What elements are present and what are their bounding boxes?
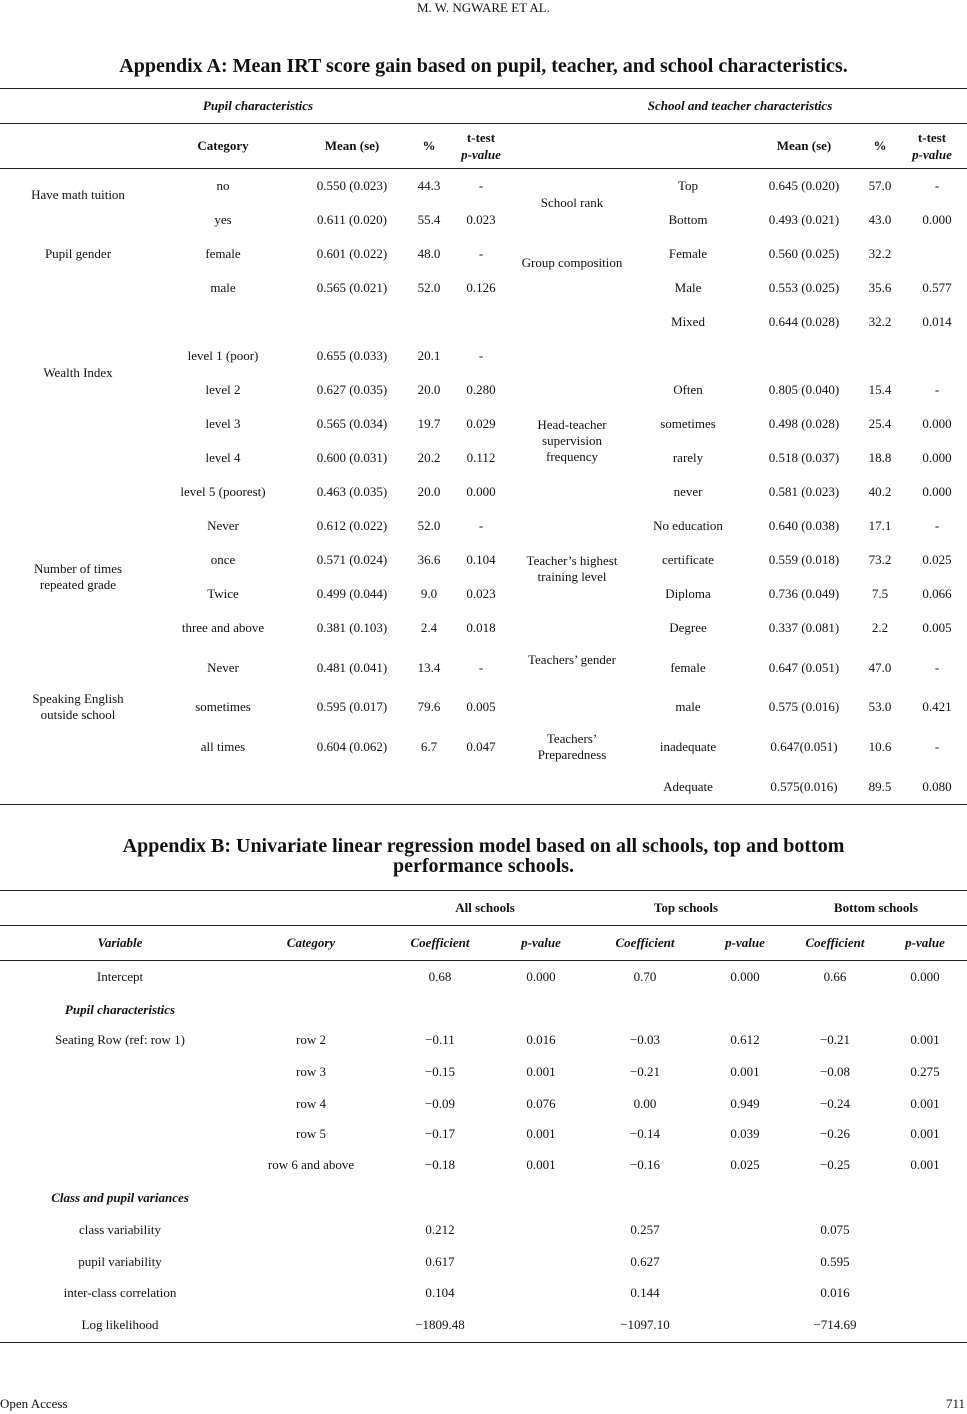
right-row-pvalue: 0.080 xyxy=(922,779,952,794)
right-row-category: male xyxy=(675,699,701,714)
right-row-percent: 17.1 xyxy=(868,518,892,533)
left-row-pvalue: 0.126 xyxy=(466,280,496,295)
row-value: 0.104 xyxy=(425,1285,455,1300)
row-category: row 4 xyxy=(296,1096,326,1111)
left-row-category: no xyxy=(216,178,230,193)
right-row-percent: 25.4 xyxy=(868,416,892,431)
right-group-label: Head-teacher supervision frequency xyxy=(537,417,607,464)
right-row-pvalue: - xyxy=(934,660,940,675)
col-ttest: t-test xyxy=(466,130,496,145)
right-row-mean: 0.553 (0.025) xyxy=(768,280,840,295)
row-variable: inter-class correlation xyxy=(63,1285,177,1300)
right-row-percent: 32.2 xyxy=(868,314,892,329)
appendix-a-bottom-rule xyxy=(0,804,967,805)
appendix-b-title: Appendix B: Univariate linear regression model based on all schools, top and bottom xyxy=(122,835,845,857)
right-row-pvalue: 0.421 xyxy=(922,699,952,714)
row-value: −0.03 xyxy=(629,1032,661,1047)
left-row-percent: 13.4 xyxy=(417,660,441,675)
row-value: 0.001 xyxy=(730,1064,760,1079)
appendix-b-header-rule xyxy=(0,960,967,961)
col-header: Coefficient xyxy=(615,935,675,950)
right-row-mean: 0.647 (0.051) xyxy=(768,660,840,675)
row-value: 0.001 xyxy=(910,1032,940,1047)
row-value: 0.275 xyxy=(910,1064,940,1079)
left-row-mean: 0.499 (0.044) xyxy=(316,586,388,601)
group-header: Bottom schools xyxy=(833,900,919,915)
left-row-category: once xyxy=(210,552,236,567)
left-row-mean: 0.381 (0.103) xyxy=(316,620,388,635)
row-category: row 5 xyxy=(296,1126,326,1141)
row-value: 0.66 xyxy=(823,969,847,984)
right-row-percent: 15.4 xyxy=(868,382,892,397)
left-row-percent: 52.0 xyxy=(417,280,441,295)
left-row-percent: 19.7 xyxy=(417,416,441,431)
row-value: −0.09 xyxy=(424,1096,456,1111)
col-header: p-value xyxy=(521,935,561,950)
right-row-percent: 35.6 xyxy=(868,280,892,295)
row-value: 0.001 xyxy=(526,1126,556,1141)
right-row-percent: 7.5 xyxy=(871,586,889,601)
row-value: 0.949 xyxy=(730,1096,760,1111)
right-row-percent: 40.2 xyxy=(868,484,892,499)
col-percent: % xyxy=(422,138,436,153)
left-row-mean: 0.565 (0.021) xyxy=(316,280,388,295)
row-value: 0.627 xyxy=(630,1254,660,1269)
right-row-category: Often xyxy=(673,382,703,397)
row-variable: pupil variability xyxy=(78,1254,162,1269)
right-row-mean: 0.559 (0.018) xyxy=(768,552,840,567)
left-row-pvalue: - xyxy=(478,178,484,193)
row-value: 0.612 xyxy=(730,1032,760,1047)
left-row-mean: 0.481 (0.041) xyxy=(316,660,388,675)
left-row-mean: 0.604 (0.062) xyxy=(316,739,388,754)
left-row-pvalue: 0.023 xyxy=(466,212,496,227)
right-group-label: School rank xyxy=(540,195,604,210)
right-row-pvalue: 0.000 xyxy=(922,484,952,499)
row-value: 0.617 xyxy=(425,1254,455,1269)
group-header: All schools xyxy=(455,900,515,915)
left-row-category: Twice xyxy=(207,586,239,601)
row-category: row 3 xyxy=(296,1064,326,1079)
col-header: Variable xyxy=(97,935,143,950)
row-value: 0.075 xyxy=(820,1222,850,1237)
row-value: 0.000 xyxy=(730,969,760,984)
left-row-mean: 0.600 (0.031) xyxy=(316,450,388,465)
left-row-pvalue: 0.023 xyxy=(466,586,496,601)
left-row-mean: 0.655 (0.033) xyxy=(316,348,388,363)
right-row-percent: 73.2 xyxy=(868,552,892,567)
row-value: −714.69 xyxy=(813,1317,857,1332)
left-group-label: Pupil gender xyxy=(44,246,112,261)
row-value: 0.016 xyxy=(526,1032,556,1047)
row-value: 0.70 xyxy=(633,969,657,984)
left-row-percent: 20.0 xyxy=(417,382,441,397)
right-row-percent: 57.0 xyxy=(868,178,892,193)
row-value: −0.21 xyxy=(819,1032,851,1047)
row-value: 0.257 xyxy=(630,1222,660,1237)
left-row-percent: 79.6 xyxy=(417,699,441,714)
left-row-pvalue: 0.018 xyxy=(466,620,496,635)
right-row-mean: 0.805 (0.040) xyxy=(768,382,840,397)
right-row-pvalue: 0.000 xyxy=(922,416,952,431)
left-row-mean: 0.595 (0.017) xyxy=(316,699,388,714)
right-row-pvalue: 0.014 xyxy=(922,314,952,329)
appendix-b-top-rule xyxy=(0,890,967,891)
left-row-category: male xyxy=(210,280,236,295)
row-value: −0.25 xyxy=(819,1157,851,1172)
left-row-percent: 6.7 xyxy=(420,739,438,754)
right-row-percent: 32.2 xyxy=(868,246,892,261)
left-row-percent: 20.1 xyxy=(417,348,441,363)
left-row-pvalue: - xyxy=(478,246,484,261)
col-pvalue-right: p-value xyxy=(912,147,952,162)
right-row-mean: 0.518 (0.037) xyxy=(768,450,840,465)
group-header-school: School and teacher characteristics xyxy=(647,98,833,113)
right-row-category: Adequate xyxy=(663,779,713,794)
left-row-category: Never xyxy=(207,660,239,675)
left-row-category: level 2 xyxy=(205,382,241,397)
row-variable: Log likelihood xyxy=(81,1317,159,1332)
left-row-percent: 52.0 xyxy=(417,518,441,533)
right-row-category: rarely xyxy=(672,450,704,465)
left-row-category: level 4 xyxy=(205,450,241,465)
right-row-pvalue: 0.577 xyxy=(922,280,952,295)
right-row-mean: 0.493 (0.021) xyxy=(768,212,840,227)
row-variable: class variability xyxy=(79,1222,161,1237)
left-row-percent: 20.0 xyxy=(417,484,441,499)
left-row-category: female xyxy=(205,246,241,261)
left-row-pvalue: - xyxy=(478,348,484,363)
section-label: Class and pupil variances xyxy=(51,1190,189,1205)
col-pvalue: p-value xyxy=(461,147,501,162)
left-row-pvalue: 0.280 xyxy=(466,382,496,397)
appendix-a-header-rule xyxy=(0,168,967,169)
right-row-percent: 18.8 xyxy=(868,450,892,465)
row-value: −0.21 xyxy=(629,1064,661,1079)
col-mean-se-right: Mean (se) xyxy=(776,138,832,153)
row-value: 0.001 xyxy=(910,1157,940,1172)
right-row-mean: 0.645 (0.020) xyxy=(768,178,840,193)
right-row-percent: 53.0 xyxy=(868,699,892,714)
right-row-mean: 0.581 (0.023) xyxy=(768,484,840,499)
group-header: Top schools xyxy=(653,900,719,915)
right-row-percent: 2.2 xyxy=(871,620,889,635)
row-value: 0.001 xyxy=(910,1126,940,1141)
right-row-category: inadequate xyxy=(659,739,717,754)
left-group-label: Number of times repeated grade xyxy=(33,561,123,592)
right-row-category: Top xyxy=(677,178,699,193)
row-value: 0.025 xyxy=(730,1157,760,1172)
left-row-pvalue: 0.029 xyxy=(466,416,496,431)
row-value: 0.001 xyxy=(910,1096,940,1111)
col-header: p-value xyxy=(725,935,765,950)
right-row-category: never xyxy=(673,484,703,499)
right-group-label: Group composition xyxy=(521,255,623,270)
row-value: 0.00 xyxy=(633,1096,657,1111)
right-row-category: Female xyxy=(668,246,708,261)
appendix-a-group-rule xyxy=(0,123,967,124)
section-label: Pupil characteristics xyxy=(64,1002,176,1017)
left-row-pvalue: - xyxy=(478,518,484,533)
right-row-category: Degree xyxy=(669,620,707,635)
left-row-mean: 0.571 (0.024) xyxy=(316,552,388,567)
row-value: −0.24 xyxy=(819,1096,851,1111)
left-row-pvalue: 0.000 xyxy=(466,484,496,499)
appendix-b-title-cont: performance schools. xyxy=(392,855,575,877)
row-value: 0.595 xyxy=(820,1254,850,1269)
right-row-mean: 0.560 (0.025) xyxy=(768,246,840,261)
right-row-percent: 10.6 xyxy=(868,739,892,754)
row-value: −1809.48 xyxy=(415,1317,465,1332)
left-row-mean: 0.627 (0.035) xyxy=(316,382,388,397)
appendix-a-top-rule xyxy=(0,88,967,89)
left-row-mean: 0.611 (0.020) xyxy=(317,212,387,227)
left-row-percent: 2.4 xyxy=(420,620,438,635)
left-row-category: level 5 (poorest) xyxy=(180,484,266,499)
right-row-category: sometimes xyxy=(660,416,716,431)
left-row-percent: 36.6 xyxy=(417,552,441,567)
row-value: −0.17 xyxy=(424,1126,456,1141)
left-row-mean: 0.463 (0.035) xyxy=(316,484,388,499)
right-row-percent: 47.0 xyxy=(868,660,892,675)
row-value: −0.16 xyxy=(629,1157,661,1172)
col-header: Category xyxy=(286,935,336,950)
left-row-pvalue: 0.047 xyxy=(466,739,496,754)
left-row-percent: 48.0 xyxy=(417,246,441,261)
left-row-percent: 9.0 xyxy=(420,586,438,601)
right-row-mean: 0.647(0.051) xyxy=(770,739,838,754)
right-row-pvalue: - xyxy=(934,739,940,754)
col-header: Coefficient xyxy=(410,935,470,950)
left-row-percent: 44.3 xyxy=(417,178,441,193)
left-row-category: Never xyxy=(207,518,239,533)
left-row-category: sometimes xyxy=(195,699,251,714)
col-category: Category xyxy=(197,138,249,153)
left-row-pvalue: - xyxy=(478,660,484,675)
appendix-b-bottom-rule xyxy=(0,1342,967,1343)
left-row-category: three and above xyxy=(181,620,265,635)
col-percent-right: % xyxy=(873,138,887,153)
left-row-mean: 0.612 (0.022) xyxy=(316,518,388,533)
row-value: −0.26 xyxy=(819,1126,851,1141)
right-row-category: Bottom xyxy=(668,212,708,227)
left-group-label: Have math tuition xyxy=(31,187,125,202)
left-row-mean: 0.565 (0.034) xyxy=(316,416,388,431)
appendix-b-group-rule xyxy=(0,925,967,926)
right-row-mean: 0.498 (0.028) xyxy=(768,416,840,431)
right-row-percent: 43.0 xyxy=(868,212,892,227)
right-row-category: Diploma xyxy=(665,586,711,601)
left-row-mean: 0.550 (0.023) xyxy=(316,178,388,193)
row-value: 0.000 xyxy=(526,969,556,984)
left-row-pvalue: 0.112 xyxy=(466,450,496,465)
right-row-mean: 0.575(0.016) xyxy=(770,779,838,794)
row-value: 0.144 xyxy=(630,1285,660,1300)
right-row-category: No education xyxy=(653,518,723,533)
right-row-mean: 0.644 (0.028) xyxy=(768,314,840,329)
right-row-mean: 0.640 (0.038) xyxy=(768,518,840,533)
right-group-label: Teachers’ gender xyxy=(528,652,616,667)
row-value: 0.68 xyxy=(428,969,452,984)
left-group-label: Wealth Index xyxy=(43,365,113,380)
right-row-mean: 0.337 (0.081) xyxy=(768,620,840,635)
left-row-category: yes xyxy=(214,212,232,227)
right-group-label: Teacher’s highest training level xyxy=(526,553,618,584)
left-row-category: all times xyxy=(200,739,246,754)
right-row-pvalue: 0.066 xyxy=(922,586,952,601)
right-row-percent: 89.5 xyxy=(868,779,892,794)
right-row-pvalue: 0.025 xyxy=(922,552,952,567)
right-row-pvalue: 0.000 xyxy=(922,450,952,465)
row-value: −0.14 xyxy=(629,1126,661,1141)
left-row-pvalue: 0.005 xyxy=(466,699,496,714)
right-row-category: certificate xyxy=(662,552,714,567)
col-mean-se: Mean (se) xyxy=(324,138,380,153)
row-value: 0.076 xyxy=(526,1096,556,1111)
row-value: −0.18 xyxy=(424,1157,456,1172)
left-row-category: level 3 xyxy=(205,416,241,431)
right-row-pvalue: - xyxy=(934,178,940,193)
row-value: −0.15 xyxy=(424,1064,456,1079)
left-row-category: level 1 (poor) xyxy=(187,348,259,363)
right-row-pvalue: - xyxy=(934,518,940,533)
left-group-label: Speaking English outside school xyxy=(32,691,124,722)
right-row-mean: 0.736 (0.049) xyxy=(768,586,840,601)
row-value: 0.001 xyxy=(526,1157,556,1172)
row-value: 0.212 xyxy=(425,1222,455,1237)
left-row-percent: 55.4 xyxy=(417,212,441,227)
row-value: −1097.10 xyxy=(620,1317,670,1332)
row-value: 0.001 xyxy=(526,1064,556,1079)
row-category: row 2 xyxy=(296,1032,326,1047)
row-value: −0.08 xyxy=(819,1064,851,1079)
running-header: M. W. NGWARE ET AL. xyxy=(416,0,550,15)
row-value: 0.016 xyxy=(820,1285,850,1300)
right-row-pvalue: 0.005 xyxy=(922,620,952,635)
left-row-pvalue: 0.104 xyxy=(466,552,496,567)
col-header: Coefficient xyxy=(805,935,865,950)
row-value: −0.11 xyxy=(425,1032,455,1047)
group-header-pupil: Pupil characteristics xyxy=(202,98,314,113)
right-row-category: Mixed xyxy=(671,314,705,329)
right-row-pvalue: - xyxy=(934,382,940,397)
right-row-category: female xyxy=(670,660,706,675)
row-variable: Seating Row (ref: row 1) xyxy=(55,1032,185,1047)
footer-open-access: Open Access xyxy=(0,1396,68,1411)
row-value: 0.000 xyxy=(910,969,940,984)
appendix-a-title: Appendix A: Mean IRT score gain based on pupil, teacher, and school characteristics. xyxy=(119,55,848,77)
row-variable: Intercept xyxy=(96,969,144,984)
row-category: row 6 and above xyxy=(267,1157,355,1172)
col-ttest-right: t-test xyxy=(917,130,947,145)
left-row-mean: 0.601 (0.022) xyxy=(316,246,388,261)
right-group-label: Teachers’ Preparedness xyxy=(537,731,607,762)
row-value: 0.039 xyxy=(730,1126,760,1141)
left-row-percent: 20.2 xyxy=(417,450,441,465)
col-header: p-value xyxy=(905,935,945,950)
page-number: 711 xyxy=(945,1396,965,1411)
right-row-pvalue: 0.000 xyxy=(922,212,952,227)
right-row-category: Male xyxy=(674,280,702,295)
right-row-mean: 0.575 (0.016) xyxy=(768,699,840,714)
